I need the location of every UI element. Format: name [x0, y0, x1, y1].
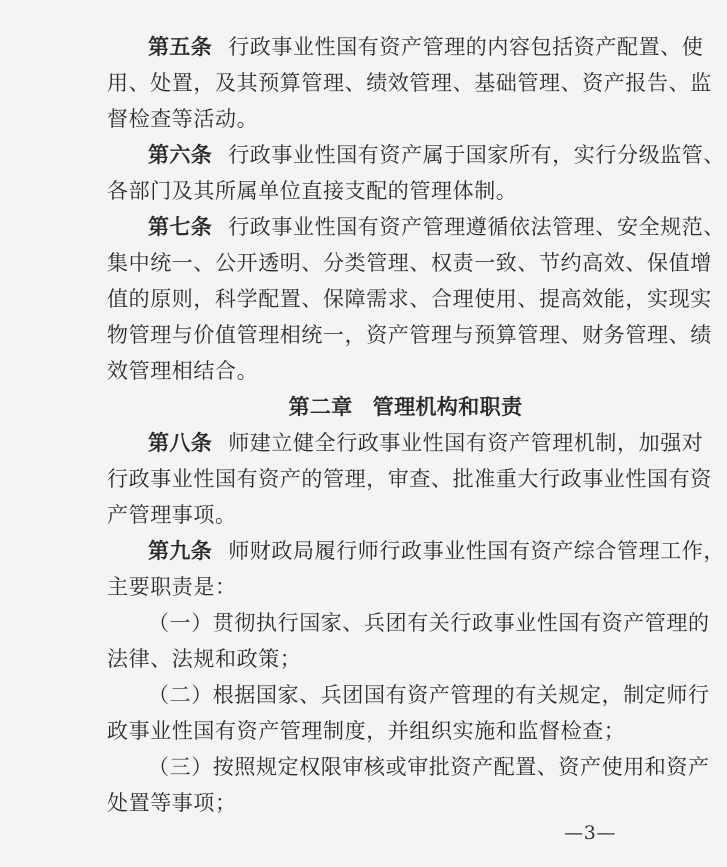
article6-line2: 各部门及其所属单位直接支配的管理体制。	[107, 179, 518, 203]
article8-line3: 产管理事项。	[107, 503, 237, 527]
article8-line1	[148, 430, 703, 456]
article7-text1: 行政事业性国有资产管理遵循依法管理、安全规范、	[228, 215, 726, 239]
item1-line1: （一）贯彻执行国家、兵团有关行政事业性国有资产管理的	[148, 611, 710, 635]
item3-line1: （三）按照规定权限审核或审批资产配置、资产使用和资产	[148, 755, 710, 779]
article5-line3: 督检查等活动。	[107, 107, 259, 131]
article7-line1	[148, 214, 725, 240]
item2-line1: （二）根据国家、兵团国有资产管理的有关规定，制定师行	[148, 683, 710, 707]
chapter2-title: 管理机构和职责	[372, 395, 523, 419]
article5-text1: 行政事业性国有资产管理的内容包括资产配置、使	[228, 35, 704, 59]
article6-line1	[148, 142, 725, 168]
article8-line2: 行政事业性国有资产的管理，审查、批准重大行政事业性国有资	[107, 467, 712, 491]
article7-line3: 值的原则，科学配置、保障需求、合理使用、提高效能，实现实	[107, 287, 712, 311]
chapter2-heading	[0, 394, 727, 420]
item2-line2: 政事业性国有资产管理制度，并组织实施和监督检查；	[107, 719, 626, 743]
article7-line5: 效管理相结合。	[107, 359, 259, 383]
article9-text1: 师财政局履行师行政事业性国有资产综合管理工作，	[228, 539, 726, 563]
page-number: —3—	[564, 822, 616, 844]
item3-line2: 处置等事项；	[107, 791, 237, 815]
article9-line2: 主要职责是：	[107, 575, 237, 599]
chapter2-number: 第二章	[288, 395, 353, 419]
article8-label: 第八条	[148, 431, 213, 455]
article9-line1	[148, 538, 725, 564]
article6-label: 第六条	[148, 143, 213, 167]
article5-line1	[148, 34, 703, 60]
article5-label: 第五条	[148, 35, 213, 59]
article6-text1: 行政事业性国有资产属于国家所有，实行分级监管、	[228, 143, 726, 167]
article7-line4: 物管理与价值管理相统一，资产管理与预算管理、财务管理、绩	[107, 323, 712, 347]
article5-line2: 用、处置，及其预算管理、绩效管理、基础管理、资产报告、监	[107, 71, 712, 95]
article7-label: 第七条	[148, 215, 213, 239]
item1-line2: 法律、法规和政策；	[107, 647, 302, 671]
article8-text1: 师建立健全行政事业性国有资产管理机制，加强对	[228, 431, 704, 455]
article9-label: 第九条	[148, 539, 213, 563]
article7-line2: 集中统一、公开透明、分类管理、权责一致、节约高效、保值增	[107, 251, 712, 275]
